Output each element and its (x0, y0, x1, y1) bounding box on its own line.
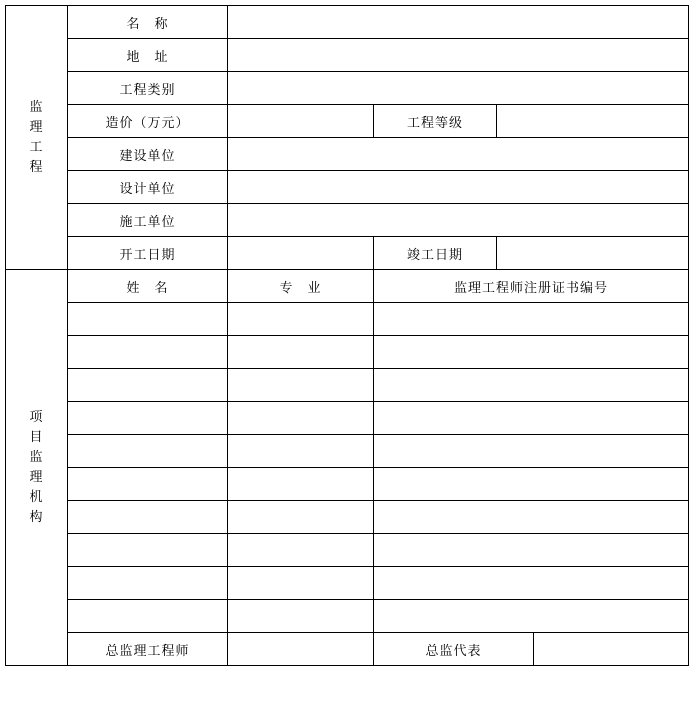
row-project-address (6, 39, 689, 72)
staff-specialty-field[interactable] (228, 534, 374, 567)
staff-name-field[interactable] (68, 501, 228, 534)
staff-name-field[interactable] (68, 369, 228, 402)
section-label-char: 项 (29, 409, 44, 425)
start-date-label: 开工日期 (68, 237, 228, 270)
project-name-field[interactable] (228, 6, 689, 39)
completion-date-label: 竣工日期 (374, 237, 497, 270)
staff-name-field[interactable] (68, 567, 228, 600)
staff-cert-field[interactable] (374, 303, 689, 336)
project-contractor-field[interactable] (228, 204, 689, 237)
staff-name-field[interactable] (68, 468, 228, 501)
staff-cert-field[interactable] (374, 534, 689, 567)
chief-rep-field[interactable] (534, 633, 689, 666)
project-cost-field[interactable] (228, 105, 374, 138)
row-agency-header (6, 270, 689, 303)
staff-row (6, 435, 689, 468)
row-project-category (6, 72, 689, 105)
staff-specialty-field[interactable] (228, 600, 374, 633)
staff-specialty-field[interactable] (228, 435, 374, 468)
staff-specialty-field[interactable] (228, 336, 374, 369)
project-contractor-label: 施工单位 (68, 204, 228, 237)
staff-cert-field[interactable] (374, 402, 689, 435)
staff-row (6, 468, 689, 501)
section-label-char: 监 (29, 99, 44, 115)
staff-name-field[interactable] (68, 600, 228, 633)
completion-date-field[interactable] (497, 237, 689, 270)
row-chief-engineer (6, 633, 689, 666)
project-category-field[interactable] (228, 72, 689, 105)
staff-row (6, 303, 689, 336)
start-date-field[interactable] (228, 237, 374, 270)
staff-row (6, 534, 689, 567)
section-label-project (6, 6, 68, 270)
staff-row (6, 501, 689, 534)
staff-row (6, 336, 689, 369)
section-label-char: 工 (29, 139, 44, 155)
project-owner-field[interactable] (228, 138, 689, 171)
project-category-label: 工程类别 (68, 72, 228, 105)
section-label-char: 机 (29, 489, 44, 505)
section-label-char: 理 (29, 119, 44, 135)
staff-row (6, 402, 689, 435)
staff-cert-field[interactable] (374, 600, 689, 633)
chief-engineer-label: 总监理工程师 (68, 633, 228, 666)
project-address-label: 地 址 (68, 39, 228, 72)
row-project-name (6, 6, 689, 39)
chief-rep-label: 总监代表 (374, 633, 534, 666)
staff-specialty-field[interactable] (228, 402, 374, 435)
staff-cert-header: 监理工程师注册证书编号 (374, 270, 689, 303)
staff-name-field[interactable] (68, 303, 228, 336)
row-project-dates (6, 237, 689, 270)
section-label-char: 程 (29, 159, 44, 175)
staff-name-field[interactable] (68, 534, 228, 567)
staff-row (6, 369, 689, 402)
chief-engineer-field[interactable] (228, 633, 374, 666)
staff-name-field[interactable] (68, 402, 228, 435)
project-designer-label: 设计单位 (68, 171, 228, 204)
project-grade-label: 工程等级 (374, 105, 497, 138)
project-address-field[interactable] (228, 39, 689, 72)
staff-specialty-field[interactable] (228, 303, 374, 336)
project-name-label: 名 称 (68, 6, 228, 39)
staff-specialty-field[interactable] (228, 501, 374, 534)
project-owner-label: 建设单位 (68, 138, 228, 171)
staff-cert-field[interactable] (374, 336, 689, 369)
section-label-char: 构 (29, 509, 44, 525)
staff-cert-field[interactable] (374, 468, 689, 501)
staff-name-field[interactable] (68, 336, 228, 369)
staff-name-field[interactable] (68, 435, 228, 468)
staff-specialty-field[interactable] (228, 369, 374, 402)
supervision-form-table (5, 5, 689, 666)
staff-cert-field[interactable] (374, 369, 689, 402)
staff-cert-field[interactable] (374, 435, 689, 468)
row-project-contractor (6, 204, 689, 237)
staff-specialty-field[interactable] (228, 468, 374, 501)
section-label-char: 理 (29, 469, 44, 485)
row-project-cost (6, 105, 689, 138)
staff-specialty-header: 专 业 (228, 270, 374, 303)
staff-row (6, 600, 689, 633)
project-cost-label: 造价（万元） (68, 105, 228, 138)
staff-row (6, 567, 689, 600)
staff-specialty-field[interactable] (228, 567, 374, 600)
row-project-owner (6, 138, 689, 171)
project-grade-field[interactable] (497, 105, 689, 138)
project-designer-field[interactable] (228, 171, 689, 204)
section-label-char: 监 (29, 449, 44, 465)
row-project-designer (6, 171, 689, 204)
staff-cert-field[interactable] (374, 567, 689, 600)
staff-name-header: 姓 名 (68, 270, 228, 303)
section-label-char: 目 (29, 429, 44, 445)
section-label-agency (6, 270, 68, 666)
staff-cert-field[interactable] (374, 501, 689, 534)
